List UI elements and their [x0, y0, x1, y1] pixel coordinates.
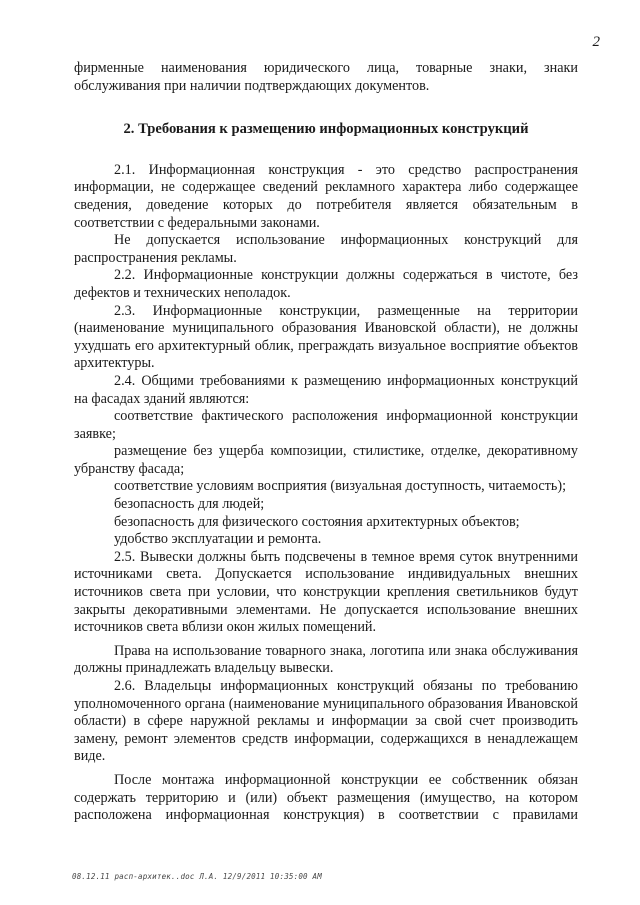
- paragraph-2-5: 2.5. Вывески должны быть подсвечены в темное время суток внутренними источниками света. Допускается использование индивидуальных внешних источников света при условии, что конструкции крепления светильников будут закрыты декоративными элементами. Не допускается использование внешних источников света вблизи окон жилых помещений.: [74, 548, 578, 636]
- paragraph-2-3: 2.3. Информационные конструкции, размещенные на территории (наименование муниципального образования Ивановской области), не должны ухудшать его архитектурный облик, преграждать визуальное восприятие объектов архитектуры.: [74, 302, 578, 372]
- paragraph-2-2: 2.2. Информационные конструкции должны содержаться в чистоте, без дефектов и технических неполадок.: [74, 267, 578, 301]
- requirement-item: удобство эксплуатации и ремонта.: [114, 531, 322, 548]
- paragraph-2-1: 2.1. Информационная конструкция - это средство распространения информации, не содержащее сведений рекламного характера либо содержащее сведения, доведение которых до потребителя является обязательным в соответствии с федеральными законами.: [74, 161, 578, 231]
- paragraph-after-installation: После монтажа информационной конструкции ее собственник обязан содержать территорию и (или) объект размещения (имущество, на котором расположена информационная конструкция) в соответствии с правилами: [74, 771, 578, 824]
- paragraph-no-ads: Не допускается использование информационных конструкций для распространения рекламы.: [74, 232, 578, 266]
- requirement-item: безопасность для людей;: [114, 496, 265, 513]
- requirement-item: соответствие условиям восприятия (визуальная доступность, читаемость);: [114, 478, 567, 495]
- paragraph-2-4: 2.4. Общими требованиями к размещению информационных конструкций на фасадах зданий являются:: [74, 372, 578, 407]
- document-body: [74, 60, 578, 825]
- requirement-item: безопасность для физического состояния архитектурных объектов;: [114, 513, 520, 530]
- page-number: 2: [592, 34, 600, 50]
- paragraph-2-6: 2.6. Владельцы информационных конструкций обязаны по требованию уполномоченного органа (наименование муниципального образования Ивановской области) в сфере наружной рекламы и информации за свой счет производить замену, ремонт элементов средств информации, содержащихся в ненадлежащем виде.: [74, 678, 578, 765]
- requirement-item: соответствие фактического расположения информационной конструкции заявке;: [74, 408, 578, 442]
- intro-paragraph: фирменные наименования юридического лица, товарные знаки, знаки обслуживания при наличии подтверждающих документов.: [74, 60, 578, 94]
- file-footer: 08.12.11 расп-архитек..doc Л.А. 12/9/2011 10:35:00 AM: [72, 872, 322, 881]
- section-title: 2. Требования к размещению информационных конструкций: [123, 121, 529, 138]
- requirement-item: размещение без ущерба композиции, стилистике, отделке, декоративному убранству фасада;: [74, 443, 578, 477]
- paragraph-trademark-rights: Права на использование товарного знака, логотипа или знака обслуживания должны принадлежать владельцу вывески.: [74, 642, 578, 677]
